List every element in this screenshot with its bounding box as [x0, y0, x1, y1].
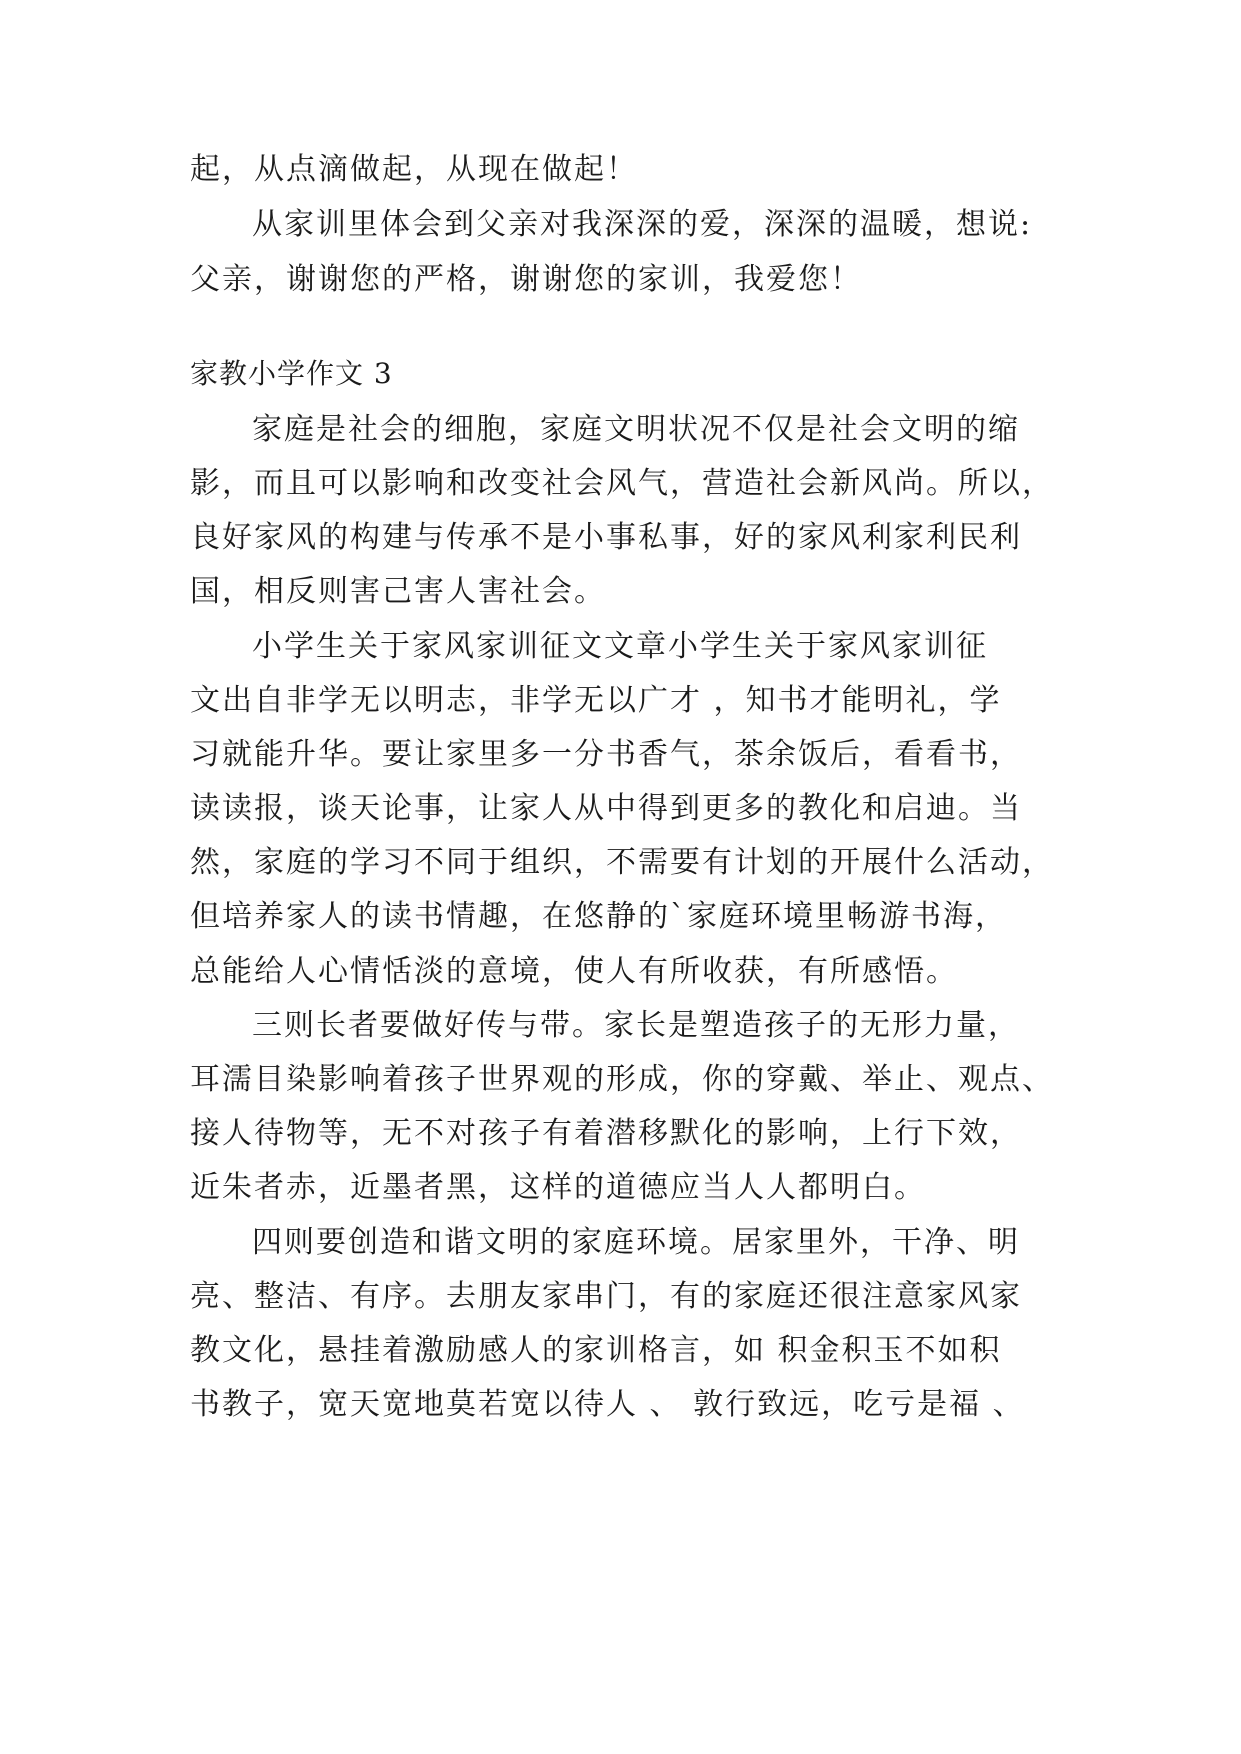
paragraph-line: 但培养家人的读书情趣，在悠静的`家庭环境里畅游书海，: [190, 899, 1007, 934]
paragraph-line: 小学生关于家风家训征文文章小学生关于家风家训征: [252, 629, 988, 664]
paragraph-line: 良好家风的构建与传承不是小事私事，好的家风利家利民利: [190, 520, 1022, 555]
paragraph-line: 家庭是社会的细胞，家庭文明状况不仅是社会文明的缩: [252, 412, 1020, 447]
paragraph-line: 从家训里体会到父亲对我深深的爱，深深的温暖，想说:: [252, 207, 1033, 242]
paragraph-line: 影，而且可以影响和改变社会风气，营造社会新风尚。所以，: [190, 466, 1054, 501]
paragraph-line: 教文化，悬挂着激励感人的家训格言，如 积金积玉不如积: [190, 1333, 1002, 1368]
paragraph-line: 亮、整洁、有序。去朋友家串门，有的家庭还很注意家风家: [190, 1279, 1022, 1314]
paragraph-line: 文出自非学无以明志，非学无以广才 ，知书才能明礼，学: [190, 683, 1002, 718]
paragraph-line: 总能给人心情恬淡的意境，使人有所收获，有所感悟。: [190, 954, 958, 989]
paragraph-line: 三则长者要做好传与带。家长是塑造孩子的无形力量，: [252, 1008, 1020, 1043]
paragraph-line: 然，家庭的学习不同于组织，不需要有计划的开展什么活动，: [190, 845, 1054, 880]
paragraph-line: 四则要创造和谐文明的家庭环境。居家里外，干净、明: [252, 1225, 1020, 1260]
paragraph-line: 国，相反则害己害人害社会。: [190, 574, 606, 609]
paragraph-line: 接人待物等，无不对孩子有着潜移默化的影响，上行下效，: [190, 1116, 1022, 1151]
paragraph-line: 起，从点滴做起，从现在做起！: [190, 152, 638, 187]
paragraph-line: 习就能升华。要让家里多一分书香气，茶余饭后，看看书，: [190, 737, 1022, 772]
paragraph-line: 读读报，谈天论事，让家人从中得到更多的教化和启迪。当: [190, 791, 1022, 826]
paragraph-line: 耳濡目染影响着孩子世界观的形成，你的穿戴、举止、观点、: [190, 1062, 1054, 1097]
paragraph-line: 近朱者赤，近墨者黑，这样的道德应当人人都明白。: [190, 1170, 926, 1205]
section-title: 家教小学作文 3: [190, 357, 393, 390]
paragraph-line: 书教子，宽天宽地莫若宽以待人 、 敦行致远，吃亏是福 、: [190, 1387, 1025, 1422]
paragraph-line: 父亲，谢谢您的严格，谢谢您的家训，我爱您！: [190, 262, 862, 297]
